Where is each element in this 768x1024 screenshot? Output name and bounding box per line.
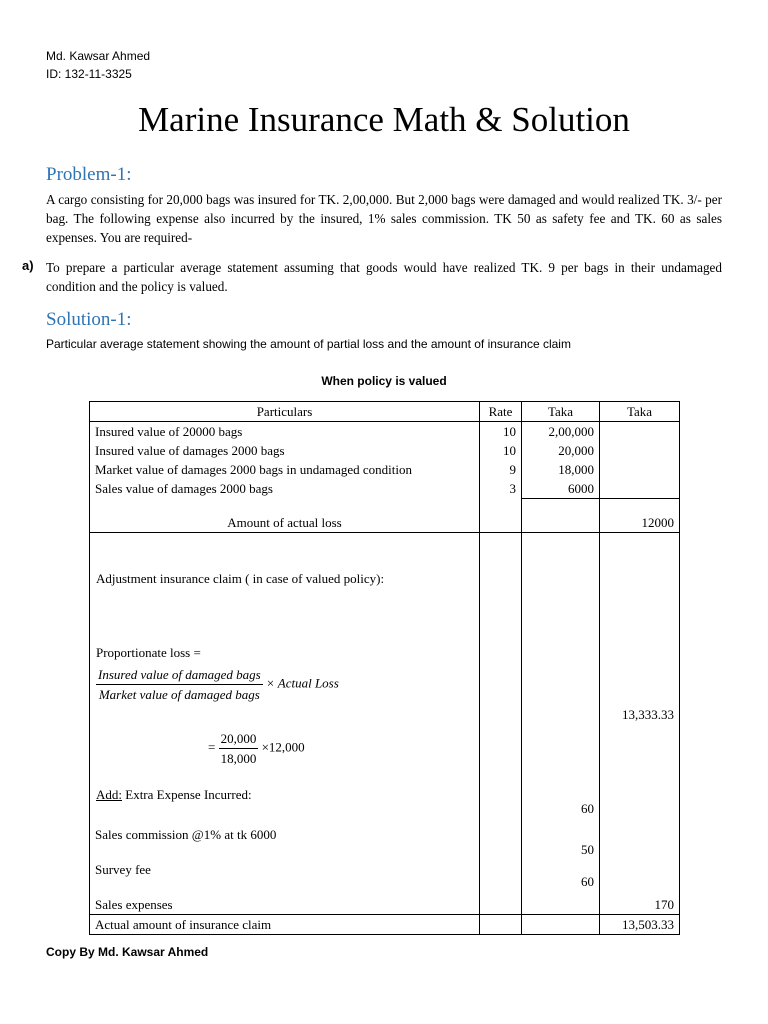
author-id: ID: 132-11-3325 bbox=[46, 67, 132, 81]
expense-1-value: 60 bbox=[522, 799, 600, 818]
header-taka-2: Taka bbox=[600, 402, 680, 422]
table-row bbox=[90, 422, 680, 442]
expense-2-value: 50 bbox=[522, 840, 600, 875]
problem-heading: Problem-1: bbox=[46, 164, 132, 185]
footer-text: Copy By Md. Kawsar Ahmed bbox=[46, 945, 209, 959]
table-row bbox=[90, 479, 680, 499]
header-taka-1: Taka bbox=[522, 402, 600, 422]
author-name: Md. Kawsar Ahmed bbox=[46, 49, 151, 63]
row-particular: Insured value of 20000 bags bbox=[90, 422, 480, 442]
table-row bbox=[90, 441, 680, 460]
proportionate-value: 13,333.33 bbox=[622, 706, 674, 722]
add-text: Extra Expense Incurred: bbox=[122, 786, 252, 802]
calc-tail: ×12,000 bbox=[261, 738, 305, 754]
calc-fraction bbox=[219, 729, 259, 768]
adjustment-row bbox=[90, 532, 680, 825]
formula-numerator: Insured value of damaged bags bbox=[96, 665, 263, 685]
claim-value: 13,503.33 bbox=[600, 914, 680, 934]
row-particular: Sales value of damages 2000 bags bbox=[90, 479, 480, 499]
actual-loss-label: Amount of actual loss bbox=[90, 499, 480, 533]
header-particulars: Particulars bbox=[90, 402, 480, 422]
row-empty bbox=[600, 441, 680, 460]
table-caption: When policy is valued bbox=[321, 374, 447, 388]
formula-fraction bbox=[96, 665, 263, 704]
calc-denominator: 18,000 bbox=[220, 750, 257, 766]
row-empty bbox=[600, 422, 680, 442]
document-title: Marine Insurance Math & Solution bbox=[138, 100, 630, 139]
row-empty bbox=[600, 479, 680, 499]
row-particular: Market value of damages 2000 bags in undamaged condition bbox=[90, 460, 480, 479]
expense-2-label: Survey fee bbox=[90, 844, 480, 879]
row-rate: 9 bbox=[480, 460, 522, 479]
row-taka: 18,000 bbox=[522, 460, 600, 479]
row-taka: 6000 bbox=[522, 479, 600, 499]
formula-tail: × Actual Loss bbox=[265, 674, 339, 690]
author-block bbox=[46, 47, 150, 83]
calc-numerator: 20,000 bbox=[219, 729, 259, 749]
actual-loss-value: 12000 bbox=[600, 499, 680, 533]
add-line bbox=[96, 785, 252, 804]
row-taka: 20,000 bbox=[522, 441, 600, 460]
add-label: Add: bbox=[96, 786, 122, 802]
row-particular: Insured value of damages 2000 bags bbox=[90, 441, 480, 460]
row-taka: 2,00,000 bbox=[522, 422, 600, 442]
expense-1-label: Sales commission @1% at tk 6000 bbox=[90, 825, 480, 844]
adjustment-cell bbox=[90, 532, 480, 825]
expense-total: 170 bbox=[600, 879, 680, 915]
expense-3-value: 60 bbox=[522, 872, 600, 908]
row-rate: 10 bbox=[480, 422, 522, 442]
average-statement-table bbox=[89, 401, 680, 935]
row-rate: 10 bbox=[480, 441, 522, 460]
claim-row bbox=[90, 914, 680, 934]
formula bbox=[96, 665, 339, 704]
row-empty bbox=[600, 460, 680, 479]
expense-3-label: Sales expenses bbox=[90, 879, 480, 915]
actual-loss-row bbox=[90, 499, 680, 533]
calculation bbox=[208, 729, 305, 768]
header-rate: Rate bbox=[480, 402, 522, 422]
item-text: To prepare a particular average statement assuming that goods would have realized TK. 9 per bags in their undamaged condition and the policy is valued. bbox=[46, 260, 722, 294]
proportionate-label: Proportionate loss = bbox=[96, 644, 201, 660]
adjustment-label: Adjustment insurance claim ( in case of valued policy): bbox=[96, 570, 385, 586]
calc-equals: = bbox=[208, 738, 216, 754]
problem-text: A cargo consisting for 20,000 bags was insured for TK. 2,00,000. But 2,000 bags were damaged and would realized TK. 3/- per bag. The following expense also incurred by the insured, 1% sales commission. TK 50 as safety fee and TK. 60 as sales expenses. You are required- bbox=[46, 192, 722, 245]
table-row bbox=[90, 460, 680, 479]
row-rate: 3 bbox=[480, 479, 522, 499]
expense-row-3 bbox=[90, 879, 680, 915]
solution-caption: Particular average statement showing the amount of partial loss and the amount of insurance claim bbox=[46, 337, 571, 351]
solution-heading: Solution-1: bbox=[46, 309, 132, 330]
table-header-row bbox=[90, 402, 680, 422]
proportionate-cell bbox=[600, 532, 680, 825]
item-label: a) bbox=[22, 258, 34, 273]
formula-denominator: Market value of damaged bags bbox=[98, 686, 260, 702]
claim-label: Actual amount of insurance claim bbox=[90, 914, 480, 934]
